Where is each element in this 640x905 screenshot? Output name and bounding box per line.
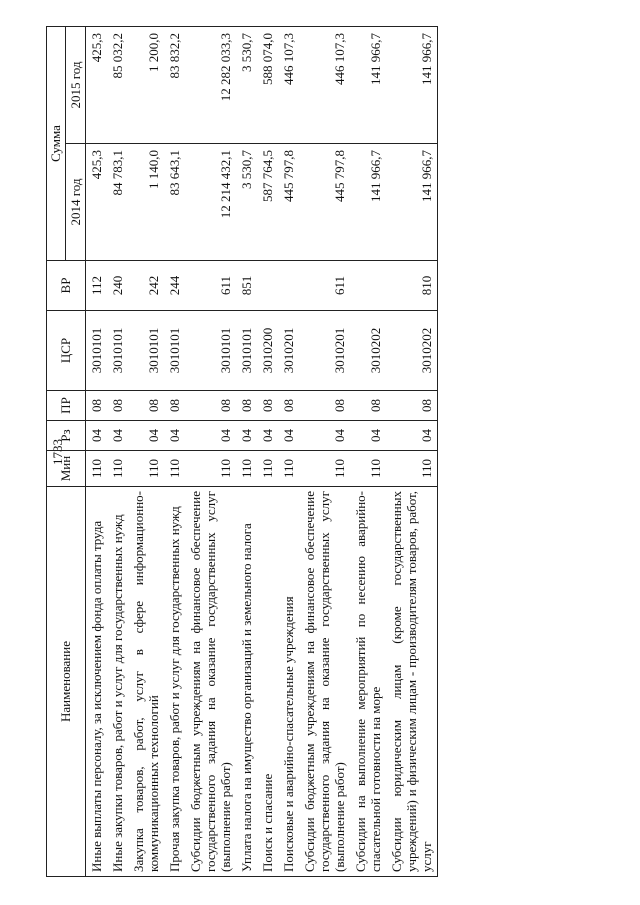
row-sum-2014: 141 966,7 [350,144,386,261]
row-min: 110 [386,451,438,487]
row-csr: 3010101 [236,311,257,391]
row-vr: 244 [164,261,185,311]
row-sum-2015: 3 530,7 [236,27,257,144]
row-csr: 3010101 [185,311,236,391]
row-sum-2015: 1 200,0 [128,27,164,144]
row-vr: 810 [386,261,438,311]
row-csr: 3010202 [350,311,386,391]
header-min: Мин [47,451,86,487]
row-rz: 04 [350,421,386,451]
row-sum-2014: 425,3 [86,144,108,261]
row-rz: 04 [299,421,350,451]
header-2015: 2015 год [66,27,86,144]
budget-table [46,26,438,877]
row-min: 110 [278,451,299,487]
row-csr: 3010101 [128,311,164,391]
row-sum-2015: 83 832,2 [164,27,185,144]
header-rz: Рз [47,421,86,451]
page-number: 1733 [50,439,65,465]
table-row [257,27,278,877]
table-row [350,27,386,877]
table-row [236,27,257,877]
row-sum-2014: 84 783,1 [107,144,128,261]
row-csr: 3010200 [257,311,278,391]
row-name: Закупка товаров, работ, услуг в сфере информационно-коммуникационных технологий [128,487,164,877]
budget-table-page [46,27,558,877]
row-name: Прочая закупка товаров, работ и услуг для государственных нужд [164,487,185,877]
row-vr [257,261,278,311]
row-pr: 08 [107,391,128,421]
row-min: 110 [257,451,278,487]
row-csr: 3010101 [107,311,128,391]
row-sum-2015: 141 966,7 [350,27,386,144]
row-pr: 08 [185,391,236,421]
table-row [86,27,108,877]
row-min: 110 [164,451,185,487]
row-sum-2015: 85 032,2 [107,27,128,144]
row-name: Иные выплаты персоналу, за исключением фонда оплаты труда [86,487,108,877]
row-min: 110 [107,451,128,487]
row-sum-2014: 83 643,1 [164,144,185,261]
row-vr: 242 [128,261,164,311]
row-pr: 08 [86,391,108,421]
row-min: 110 [236,451,257,487]
row-min: 110 [299,451,350,487]
row-rz: 04 [86,421,108,451]
row-vr: 611 [299,261,350,311]
row-pr: 08 [299,391,350,421]
row-vr: 851 [236,261,257,311]
row-pr: 08 [236,391,257,421]
row-sum-2014: 3 530,7 [236,144,257,261]
row-name: Субсидии на выполнение мероприятий по несению аварийно-спасательной готовности на море [350,487,386,877]
table-body [86,27,438,877]
row-vr: 611 [185,261,236,311]
table-row [299,27,350,877]
row-pr: 08 [350,391,386,421]
row-csr: 3010101 [86,311,108,391]
row-sum-2014: 12 214 432,1 [185,144,236,261]
row-name: Поиск и спасание [257,487,278,877]
row-sum-2015: 425,3 [86,27,108,144]
row-sum-2014: 445 797,8 [278,144,299,261]
table-row [278,27,299,877]
row-rz: 04 [185,421,236,451]
row-rz: 04 [236,421,257,451]
row-min: 110 [185,451,236,487]
row-csr: 3010201 [299,311,350,391]
row-vr: 112 [86,261,108,311]
row-csr: 3010101 [164,311,185,391]
row-vr: 240 [107,261,128,311]
row-sum-2014: 587 764,5 [257,144,278,261]
header-2014: 2014 год [66,144,86,261]
row-vr [350,261,386,311]
table-row [128,27,164,877]
row-min: 110 [350,451,386,487]
row-sum-2015: 12 282 033,3 [185,27,236,144]
header-csr: ЦСР [47,311,86,391]
row-rz: 04 [128,421,164,451]
row-name: Субсидии бюджетным учреждениям на финансовое обеспечение государственного задания на оказание государственных услуг (выполнение работ) [185,487,236,877]
row-pr: 08 [257,391,278,421]
row-rz: 04 [386,421,438,451]
row-sum-2015: 446 107,3 [278,27,299,144]
row-sum-2015: 446 107,3 [299,27,350,144]
row-name: Субсидии бюджетным учреждениям на финансовое обеспечение государственного задания на оказание государственных услуг (выполнение работ) [299,487,350,877]
table-row [185,27,236,877]
row-sum-2015: 588 074,0 [257,27,278,144]
row-sum-2014: 141 966,7 [386,144,438,261]
row-sum-2014: 1 140,0 [128,144,164,261]
row-min: 110 [86,451,108,487]
row-sum-2015: 141 966,7 [386,27,438,144]
row-min: 110 [128,451,164,487]
row-pr: 08 [164,391,185,421]
row-pr: 08 [386,391,438,421]
row-pr: 08 [278,391,299,421]
row-rz: 04 [107,421,128,451]
row-vr [278,261,299,311]
row-rz: 04 [164,421,185,451]
row-rz: 04 [257,421,278,451]
row-name: Субсидии юридическим лицам (кроме государственных учреждений) и физическим лицам - производителям товаров, работ, услуг [386,487,438,877]
row-name: Поисковые и аварийно-спасательные учреждения [278,487,299,877]
table-header [47,27,86,877]
table-row [386,27,438,877]
table-row [107,27,128,877]
header-sum: Сумма [47,27,66,261]
row-sum-2014: 445 797,8 [299,144,350,261]
header-name: Наименование [47,487,86,877]
row-name: Иные закупки товаров, работ и услуг для государственных нужд [107,487,128,877]
row-csr: 3010201 [278,311,299,391]
row-rz: 04 [278,421,299,451]
table-row [164,27,185,877]
row-name: Уплата налога на имущество организаций и земельного налога [236,487,257,877]
row-csr: 3010202 [386,311,438,391]
row-pr: 08 [128,391,164,421]
header-vr: ВР [47,261,86,311]
header-pr: ПР [47,391,86,421]
